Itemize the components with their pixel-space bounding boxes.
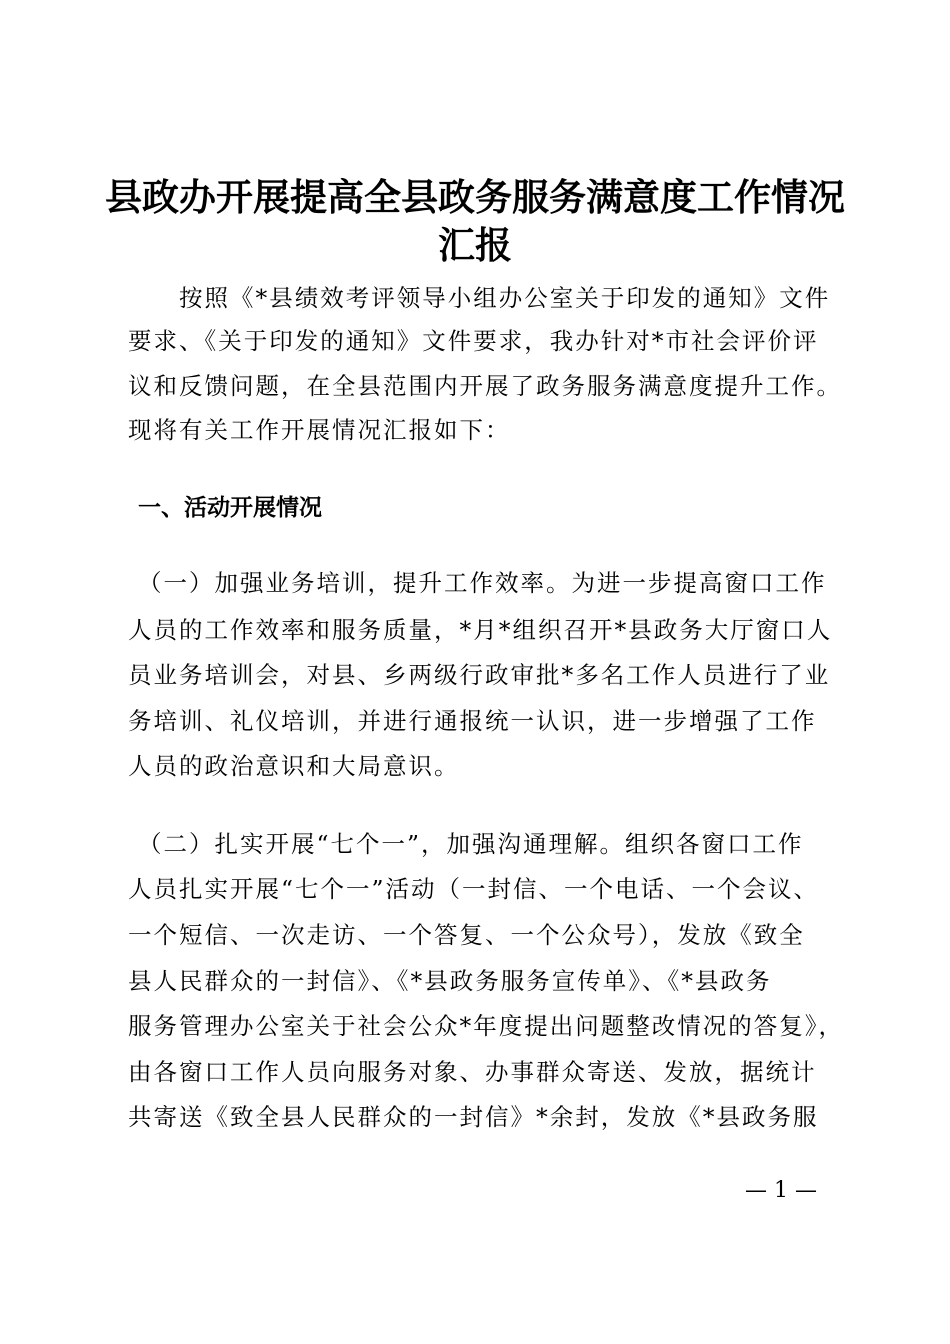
document-title-line2: 汇报 [438,223,512,267]
paragraph-line: 由各窗口工作人员向服务对象、办事群众寄送、发放，据统计 [128,1058,817,1086]
paragraph-line: 服务管理办公室关于社会公众*年度提出问题整改情况的答复》， [128,1012,844,1040]
paragraph-line: 人员扎实开展“七个一”活动（一封信、一个电话、一个会议、 [128,875,820,903]
paragraph-line: 员业务培训会，对县、乡两级行政审批*多名工作人员进行了业 [128,661,831,689]
paragraph-line: 人员的政治意识和大局意识。 [128,752,460,780]
paragraph-line: （二）扎实开展“七个一”，加强沟通理解。组织各窗口工作 [138,830,804,858]
paragraph-line: 一个短信、一次走访、一个答复、一个公众号），发放《致全 [128,921,805,949]
paragraph-line: 人员的工作效率和服务质量，*月*组织召开*县政务大厅窗口人 [128,616,833,644]
intro-line: 按照《*县绩效考评领导小组办公室关于印发的通知》文件 [128,284,831,312]
intro-line: 议和反馈问题，在全县范围内开展了政务服务满意度提升工作。 [128,372,842,400]
paragraph-line: 县人民群众的一封信》、《*县政务服务宣传单》、《*县政务 [128,967,772,995]
document-title-line1: 县政办开展提高全县政务服务满意度工作情况 [105,175,845,219]
page-number: — 1 — [745,1178,817,1203]
section-heading: 一、活动开展情况 [138,495,322,521]
paragraph-line: （一）加强业务培训，提升工作效率。为进一步提高窗口工作 [138,569,827,597]
intro-line: 要求、《关于印发的通知》文件要求，我办针对*市社会评价评 [128,327,819,355]
paragraph-line: 务培训、礼仪培训，并进行通报统一认识，进一步增强了工作 [128,707,817,735]
paragraph-line: 共寄送《致全县人民群众的一封信》*余封，发放《*县政务服 [128,1103,819,1131]
intro-line: 现将有关工作开展情况汇报如下： [128,416,511,444]
